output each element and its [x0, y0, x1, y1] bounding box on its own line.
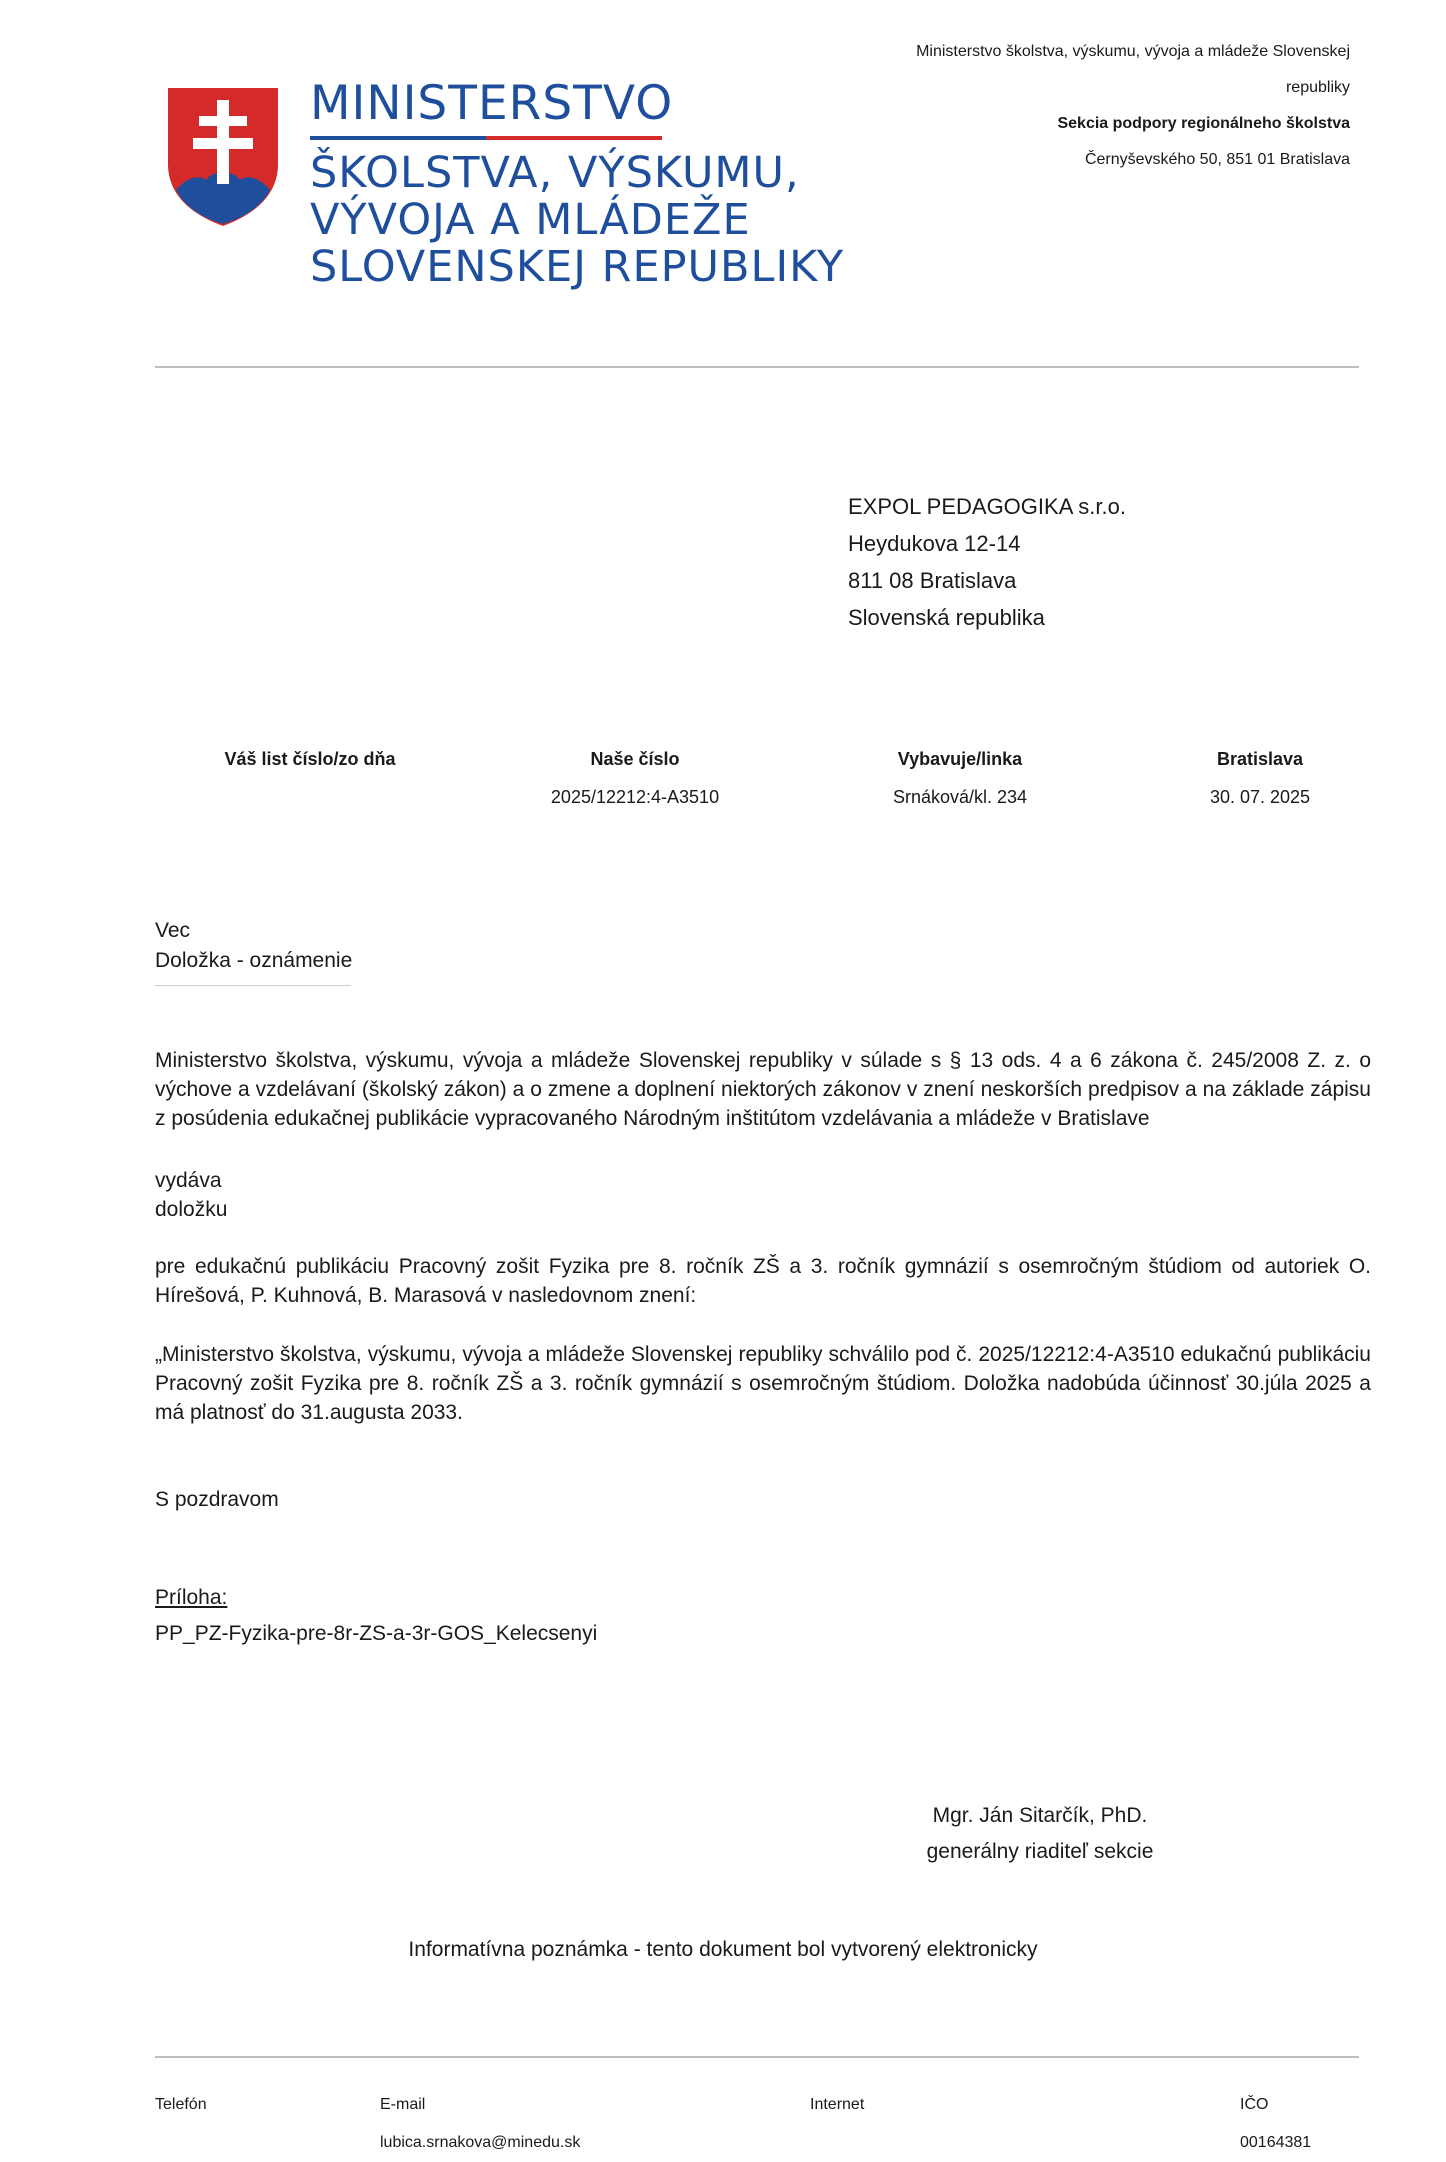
logo-line-1: MINISTERSTVO: [310, 76, 674, 131]
sender-name-line-2: republiky: [1285, 79, 1350, 96]
recipient-city: 811 08 Bratislava: [848, 568, 1017, 593]
informative-note: Informatívna poznámka - tento dokument bol vytvorený elektronicky: [408, 1938, 1038, 1961]
attachment-label: Príloha:: [155, 1586, 228, 1609]
subject-title: Doložka - oznámenie: [155, 949, 353, 972]
sender-name-line-1: Ministerstvo školstva, výskumu, vývoja a mládeže Slovenskej: [916, 43, 1350, 60]
body-paragraph-3: pre edukačnú publikáciu Pracovný zošit Fyzika pre 8. ročník ZŠ a 3. ročník gymnázií s osemročným štúdiom od autoriek O. Hírešová, P. Kuhnová, B. Marasová v nasledovnom znení:: [155, 1255, 1371, 1307]
recipient-country: Slovenská republika: [848, 605, 1045, 630]
ref-handler: [850, 740, 1070, 816]
ref-place-label: Bratislava: [1216, 749, 1304, 769]
subject-block: [155, 916, 352, 976]
ref-our-number-label: Naše číslo: [590, 749, 680, 769]
ref-your-letter-label: Váš list číslo/zo dňa: [224, 749, 396, 769]
footer-email-label: E-mail: [380, 2096, 426, 2113]
slovak-coat-of-arms-icon: [166, 86, 280, 228]
attachment-value: PP_PZ-Fyzika-pre-8r-ZS-a-3r-GOS_Kelecsenyi: [155, 1622, 598, 1645]
body-paragraph-2: [155, 1166, 455, 1224]
recipient-address: [848, 488, 1126, 636]
clause-line: doložku: [155, 1198, 228, 1221]
footer-ico-label: IČO: [1240, 2096, 1269, 2113]
ref-our-number: [515, 740, 755, 816]
recipient-name: EXPOL PEDAGOGIKA s.r.o.: [848, 494, 1126, 519]
footer-internet-label: Internet: [810, 2096, 865, 2113]
logo-line-4: SLOVENSKEJ REPUBLIKY: [310, 242, 845, 292]
body-paragraph-4: „Ministerstvo školstva, výskumu, vývoja a mládeže Slovenskej republiky schválilo pod č. 2025/12212:4-A3510 edukačnú publikáciu Pracovný zošit Fyzika pre 8. ročník ZŠ a 3. ročník gymnázií s osemročným štúdiom. Doložka nadobúda účinnosť 30.júla 2025 a má platnosť do 31.augusta 2033.: [155, 1343, 1371, 1424]
logo-rule: [310, 136, 662, 140]
ref-date-value: 30. 07. 2025: [1209, 787, 1311, 807]
ref-our-number-value: 2025/12212:4-A3510: [550, 787, 720, 807]
header-divider: [155, 366, 1359, 368]
sender-section: Sekcia podpory regionálneho školstva: [1057, 115, 1350, 132]
sender-address: Černyševského 50, 851 01 Bratislava: [1084, 151, 1350, 168]
ref-handler-value: Srnáková/kl. 234: [892, 787, 1028, 807]
footer-email: [380, 2086, 580, 2162]
signature-title: generálny riaditeľ sekcie: [926, 1840, 1154, 1863]
footer-divider: [155, 2056, 1359, 2058]
subject-label: Vec: [155, 919, 191, 942]
footer-phone: [155, 2086, 207, 2124]
sender-address-block: [750, 34, 1350, 178]
signature-block: [920, 1798, 1160, 1870]
logo-line-3: VÝVOJA A MLÁDEŽE: [310, 195, 751, 245]
ref-your-letter: [190, 740, 430, 778]
recipient-street: Heydukova 12-14: [848, 531, 1021, 556]
footer-phone-label: Telefón: [155, 2096, 207, 2113]
footer-internet: [810, 2086, 864, 2124]
subject-underline: [155, 985, 351, 986]
logo-line-2: ŠKOLSTVA, VÝSKUMU,: [310, 148, 800, 198]
footer-ico-value: 00164381: [1240, 2134, 1312, 2151]
issues-line: vydáva: [155, 1169, 222, 1192]
ref-date: [1160, 740, 1360, 816]
body-paragraph-1: Ministerstvo školstva, výskumu, vývoja a mládeže Slovenskej republiky v súlade s § 13 ods. 4 a 6 zákona č. 245/2008 Z. z. o výchove a vzdelávaní (školský zákon) a o zmene a doplnení niektorých zákonov v znení neskorších predpisov a na základe zápisu z posúdenia edukačnej publikácie vypracovaného Národným inštitútom vzdelávania a mládeže v Bratislave: [155, 1049, 1371, 1130]
footer-ico: [1240, 2086, 1311, 2162]
signature-name: Mgr. Ján Sitarčík, PhD.: [932, 1804, 1148, 1827]
ref-handler-label: Vybavuje/linka: [897, 749, 1023, 769]
attachment-block: [155, 1580, 597, 1652]
footer-email-value[interactable]: lubica.srnakova@minedu.sk: [380, 2134, 581, 2151]
closing-greeting: S pozdravom: [155, 1488, 279, 1511]
